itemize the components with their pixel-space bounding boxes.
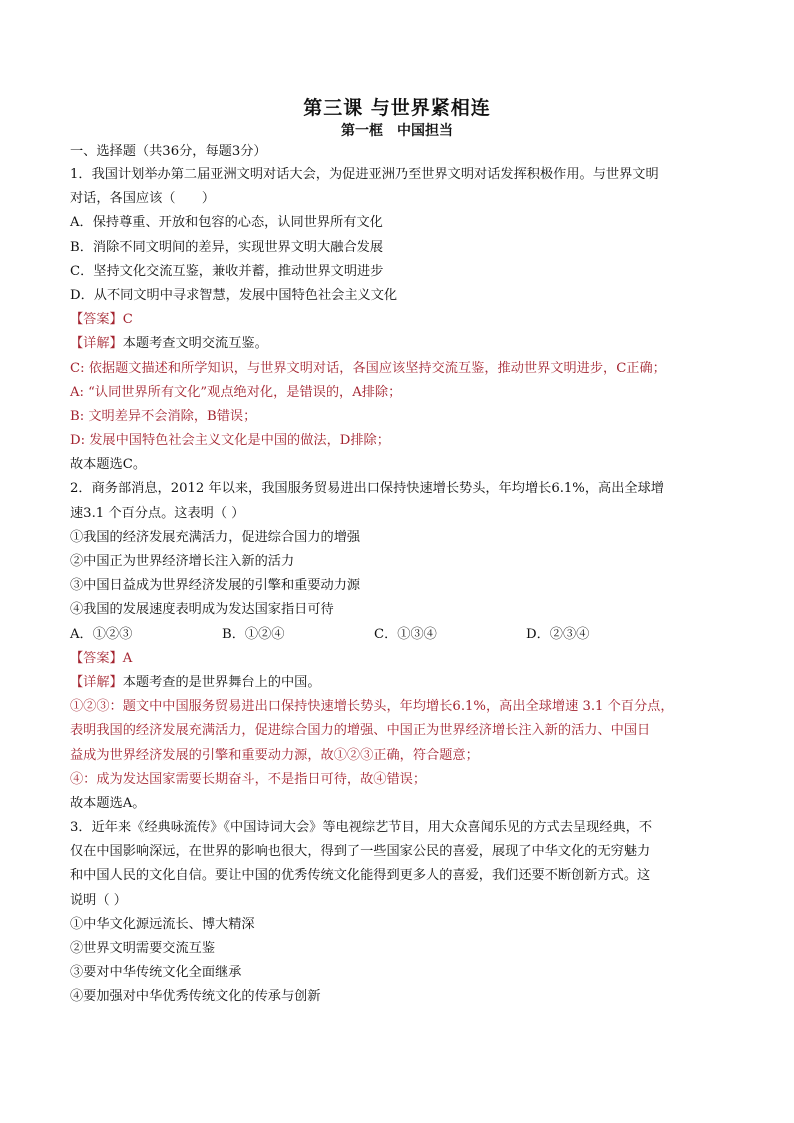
statement-item: ②世界文明需要交流互鉴 — [70, 941, 216, 956]
analysis-line: ④：成为发达国家需要长期奋斗，不是指日可待，故④错误； — [70, 771, 427, 787]
answer-value: C — [122, 312, 133, 328]
lesson-subtitle: 第一框 中国担当 — [341, 123, 453, 139]
question-stem-line: 3．近年来《经典咏流传》《中国诗词大会》等电视综艺节目，用大众喜闻乐见的方式去呈现经典，不 — [70, 820, 653, 836]
option-c: C．①③④ — [374, 626, 437, 642]
question-1 — [70, 163, 724, 477]
answer-tag: 【答案】 — [70, 650, 123, 666]
option-c: C．坚持文化交流互鉴，兼收并蓄，推动世界文明进步 — [70, 263, 384, 279]
conclusion-line: 故本题选A。 — [70, 795, 146, 811]
question-stem-line: 1．我国计划举办第二届亚洲文明对话大会，为促进亚洲乃至世界文明对话发挥积极作用。与世界文明 — [70, 167, 659, 182]
detail-text: 本题考查文明交流互鉴。 — [122, 336, 268, 352]
question-2 — [70, 477, 724, 816]
option-d: D．从不同文明中寻求智慧，发展中国特色社会主义文化 — [70, 287, 398, 303]
section-heading: 一、选择题（共36分，每题3分） — [70, 144, 267, 159]
analysis-line: A: “认同世界所有文化”观点绝对化，是错误的，A排除； — [70, 384, 402, 400]
analysis-line: 表明我国的经济发展充满活力，促进综合国力的增强、中国正为世界经济增长注入新的活力、中国日 — [70, 723, 651, 739]
detail-line — [70, 671, 724, 695]
option-a: A．①②③ — [70, 626, 133, 642]
analysis-line: C: 依据题文描述和所学知识，与世界文明对话，各国应该坚持交流互鉴，推动世界文明进步，C正确； — [70, 360, 666, 376]
conclusion-line: 故本题选C。 — [70, 457, 147, 473]
statement-item: ②中国正为世界经济增长注入新的活力 — [70, 554, 295, 569]
answer-tag: 【答案】 — [70, 312, 123, 328]
question-stem-line: 对话，各国应该（ ） — [70, 191, 216, 207]
answer-line — [70, 647, 724, 671]
statement-item: ③中国日益成为世界经济发展的引擎和重要动力源 — [70, 578, 361, 594]
question-stem-line: 速3.1 个百分点。这表明（ ） — [70, 505, 245, 521]
statement-item: ③要对中华传统文化全面继承 — [70, 965, 242, 981]
question-stem-line: 仅在中国影响深远，在世界的影响也很大，得到了一些国家公民的喜爱，展现了中华文化的无穷魅力 — [70, 844, 651, 860]
statement-item: ①中华文化源远流长、博大精深 — [70, 916, 255, 932]
analysis-line: 益成为世界经济发展的引擎和重要动力源，故①②③正确，符合题意； — [70, 747, 479, 763]
statement-item: ④要加强对中华优秀传统文化的传承与创新 — [70, 989, 321, 1005]
option-b: B．①②④ — [222, 626, 285, 642]
analysis-line: B: 文明差异不会消除，B错误； — [70, 408, 257, 424]
question-stem-line: 2．商务部消息，2012 年以来，我国服务贸易进出口保持快速增长势头，年均增长6.1%，高出全球增 — [70, 481, 664, 497]
option-row — [70, 623, 724, 647]
answer-line — [70, 308, 724, 332]
question-stem-line: 说明（ ） — [70, 892, 127, 908]
detail-text: 本题考查的是世界舞台上的中国。 — [122, 674, 321, 690]
question-3 — [70, 816, 724, 1010]
option-a: A．保持尊重、开放和包容的心态，认同世界所有文化 — [70, 215, 383, 231]
analysis-line: D: 发展中国特色社会主义文化是中国的做法，D排除； — [70, 433, 390, 449]
statement-item: ①我国的经济发展充满活力，促进综合国力的增强 — [70, 529, 361, 545]
statement-item: ④我国的发展速度表明成为发达国家指日可待 — [70, 602, 334, 618]
detail-line — [70, 332, 724, 356]
detail-tag: 【详解】 — [70, 336, 123, 352]
analysis-line: ①②③：题文中中国服务贸易进出口保持快速增长势头，年均增长6.1%，高出全球增速 3.1 个百分点， — [70, 699, 674, 715]
option-d: D．②③④ — [526, 626, 590, 642]
option-b: B．消除不同文明间的差异，实现世界文明大融合发展 — [70, 239, 384, 255]
question-stem-line: 和中国人民的文化自信。要让中国的优秀传统文化能得到更多人的喜爱，我们还要不断创新方式。这 — [70, 868, 651, 884]
lesson-title: 第三课 与世界紧相连 — [303, 97, 491, 119]
answer-value: A — [122, 650, 133, 666]
detail-tag: 【详解】 — [70, 674, 123, 690]
